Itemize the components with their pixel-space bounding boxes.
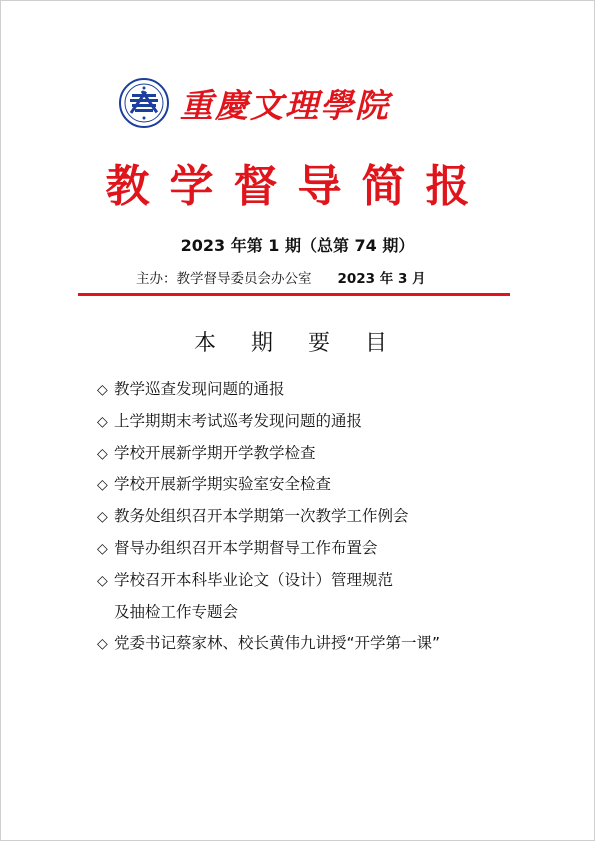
publish-date: 2023 年 3 月 — [337, 271, 426, 287]
toc-item-text: 督导办组织召开本学期督导工作布置会 — [114, 538, 378, 557]
diamond-icon: ◇ — [97, 540, 108, 557]
diamond-icon: ◇ — [97, 509, 108, 526]
toc-item-text: 学校开展新学期开学教学检查 — [114, 443, 316, 462]
sponsor-text: 主办：教学督导委员会办公室 — [136, 271, 312, 287]
toc-item — [97, 533, 440, 565]
toc-item-text: 学校召开本科毕业论文（设计）管理规范 — [114, 570, 394, 589]
diamond-icon: ◇ — [97, 477, 108, 494]
diamond-icon: ◇ — [97, 572, 108, 589]
toc-item-text: 学校开展新学期实验室安全检查 — [114, 475, 332, 494]
toc-item — [97, 469, 440, 501]
university-seal-icon — [118, 77, 170, 129]
diamond-icon: ◇ — [97, 445, 108, 462]
toc-item — [97, 501, 440, 533]
toc-list — [97, 374, 440, 660]
toc-item-text: 教务处组织召开本学期第一次教学工作例会 — [114, 507, 409, 526]
toc-item — [97, 628, 440, 660]
toc-item — [97, 438, 440, 470]
toc-heading: 本 期 要 目 — [194, 331, 401, 356]
sponsor-line — [136, 267, 426, 287]
diamond-icon: ◇ — [97, 413, 108, 430]
toc-item-text: 上学期期末考试巡考发现问题的通报 — [114, 411, 363, 430]
bulletin-title: 教学督导简报 — [105, 161, 490, 212]
toc-item-text: 及抽检工作专题会 — [114, 602, 239, 621]
diamond-icon: ◇ — [97, 382, 108, 398]
header-divider — [78, 293, 510, 296]
toc-item — [97, 565, 440, 597]
toc-item — [97, 406, 440, 438]
university-name: 重慶文理學院 — [180, 85, 390, 125]
masthead — [118, 78, 390, 128]
toc-item-text: 教学巡查发现问题的通报 — [114, 380, 285, 398]
diamond-icon: ◇ — [97, 636, 108, 653]
issue-number: 2023 年第 1 期（总第 74 期） — [180, 236, 415, 255]
toc-item-continuation — [97, 597, 440, 629]
toc-item — [97, 374, 440, 406]
toc-item-text: 党委书记蔡家林、校长黄伟九讲授“开学第一课” — [114, 634, 441, 653]
